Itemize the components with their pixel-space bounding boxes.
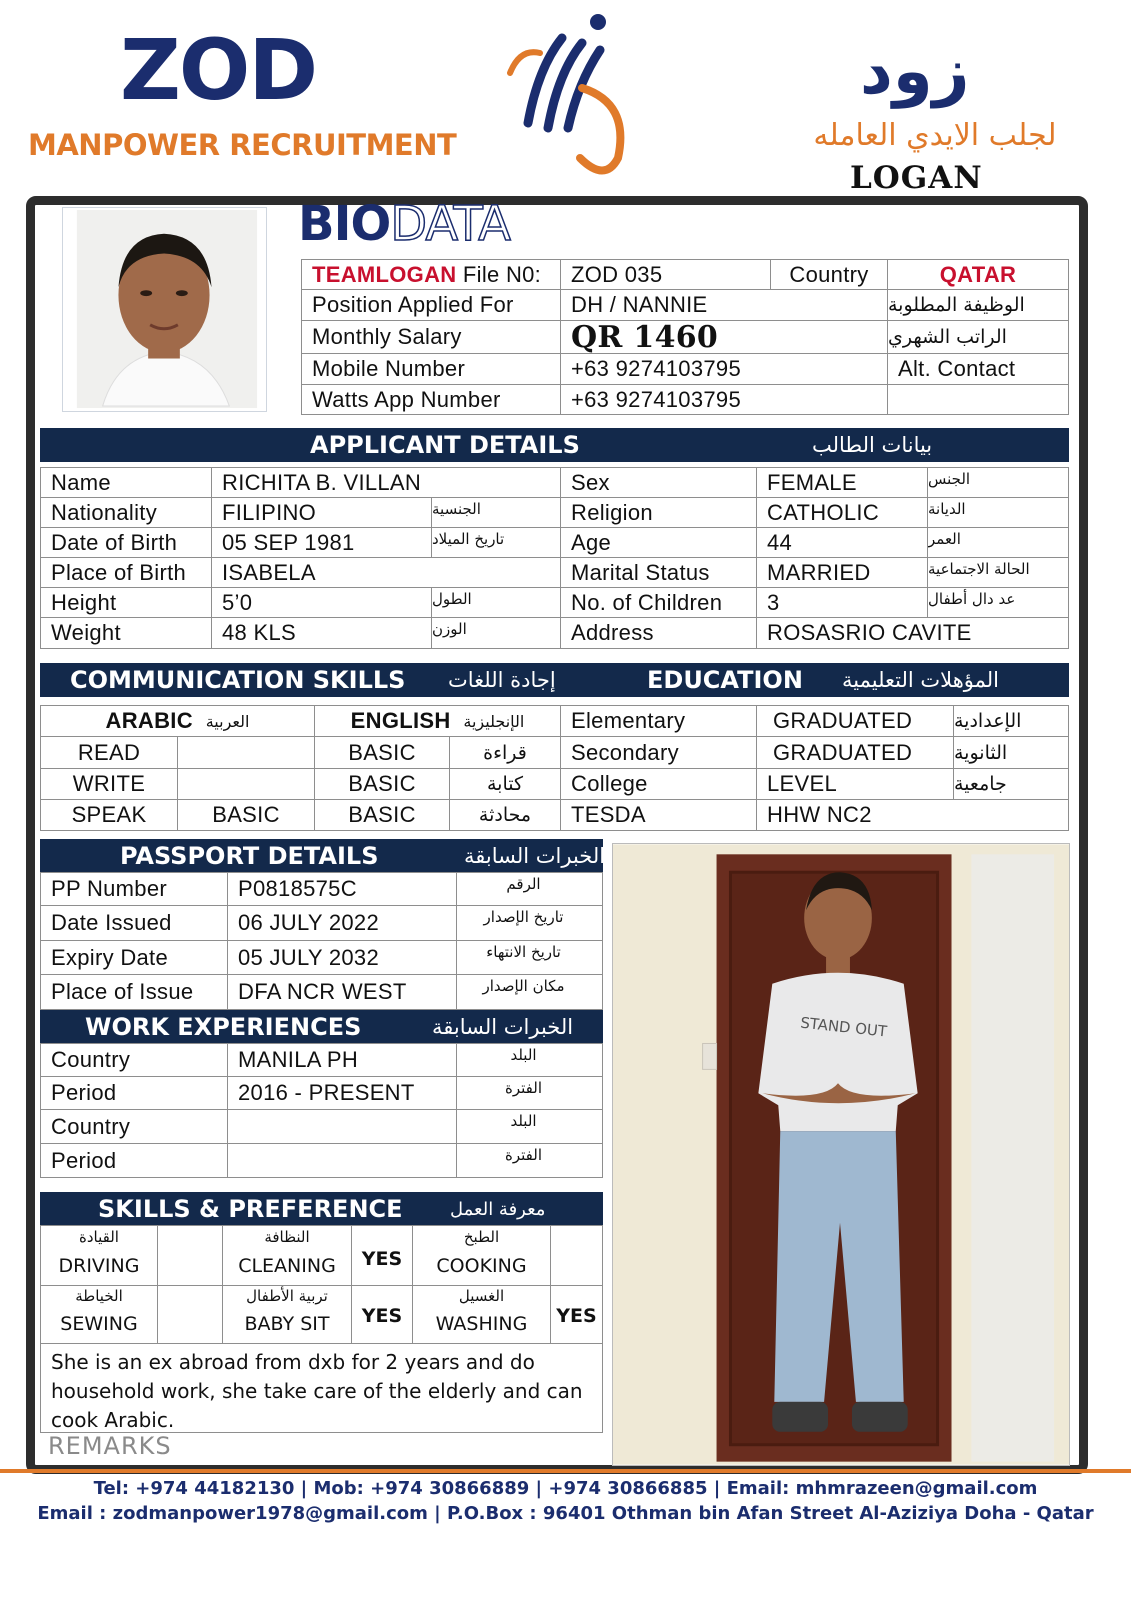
file-number-label xyxy=(301,259,561,290)
english-language-header xyxy=(314,705,561,737)
work-country2-value xyxy=(227,1109,457,1144)
whatsapp-value: +63 9274103795 xyxy=(560,384,888,415)
work-country1-ar-label: البلد xyxy=(456,1043,603,1077)
applicant-details-title: APPLICANT DETAILS xyxy=(310,431,580,459)
arabic-language-ar: العربية xyxy=(205,711,250,731)
zod-logo-icon xyxy=(500,8,640,183)
babysit-value: YES xyxy=(361,1305,403,1327)
nationality-label: Nationality xyxy=(40,497,212,528)
footer-divider xyxy=(0,1469,1131,1473)
children-value: 3 xyxy=(756,587,928,618)
english-language-label: ENGLISH xyxy=(350,708,451,733)
dob-label: Date of Birth xyxy=(40,527,212,558)
elementary-value: GRADUATED xyxy=(756,705,954,737)
pp-number-ar-label: الرقم xyxy=(456,872,603,906)
age-value: 44 xyxy=(756,527,928,558)
salary-ar-label: الراتب الشهري xyxy=(887,320,1069,354)
pp-number-value: P0818575C xyxy=(227,872,457,906)
logan-label: LOGAN xyxy=(850,160,983,196)
arabic-brand-name: زود xyxy=(860,35,970,109)
babysit-ar-label: تربية الأطفال xyxy=(246,1287,328,1305)
name-value: RICHITA B. VILLAN xyxy=(211,467,561,498)
file-label: File N0: xyxy=(462,261,542,287)
sex-label: Sex xyxy=(560,467,757,498)
cleaning-ar-label: النظافة xyxy=(264,1228,310,1246)
skills-title: SKILLS & PREFERENCE xyxy=(98,1195,403,1223)
salary-value: QR 1460 xyxy=(560,320,888,354)
alt-contact-label: Alt. Contact xyxy=(887,353,1069,385)
place-of-issue-label: Place of Issue xyxy=(40,974,228,1010)
age-ar-label: العمر xyxy=(927,527,1069,558)
work-period2-value xyxy=(227,1143,457,1178)
position-ar-label: الوظيفة المطلوبة xyxy=(887,289,1069,321)
weight-value: 48 KLS xyxy=(211,617,432,649)
speak-label: SPEAK xyxy=(40,799,178,831)
biodata-title xyxy=(298,196,510,252)
dob-ar-label: تاريخ الميلاد xyxy=(431,527,561,558)
driving-value-cell xyxy=(157,1225,223,1286)
height-value: 5’0 xyxy=(211,587,432,618)
work-period2-ar-label: الفترة xyxy=(456,1143,603,1178)
place-of-issue-ar-label: مكان الإصدار xyxy=(456,974,603,1010)
expiry-date-label: Expiry Date xyxy=(40,940,228,975)
speak-arabic-value: BASIC xyxy=(177,799,315,831)
alt-contact-value xyxy=(887,384,1069,415)
file-number-value: ZOD 035 xyxy=(560,259,771,290)
date-issued-value: 06 JULY 2022 xyxy=(227,905,457,941)
biodata-title-part2: DATA xyxy=(390,196,510,252)
work-period1-label: Period xyxy=(40,1076,228,1110)
remarks-text: She is an ex abroad from dxb for 2 years and do household work, she take care of the elderly and can cook Arabic. xyxy=(40,1343,603,1433)
date-issued-label: Date Issued xyxy=(40,905,228,941)
religion-ar-label: الديانة xyxy=(927,497,1069,528)
driving-ar-label: القيادة xyxy=(79,1228,119,1246)
children-ar-label: عد دال أطفال xyxy=(927,587,1069,618)
arabic-language-header xyxy=(40,705,315,737)
write-english-value: BASIC xyxy=(314,768,450,800)
babysit-label: BABY SIT xyxy=(244,1313,330,1335)
work-header xyxy=(40,1010,603,1044)
secondary-ar-label: الثانوية xyxy=(953,736,1069,769)
expiry-date-ar-label: تاريخ الانتهاء xyxy=(456,940,603,975)
work-title: WORK EXPERIENCES xyxy=(85,1013,362,1041)
communication-title-ar: إجادة اللغات xyxy=(448,668,556,692)
work-period2-label: Period xyxy=(40,1143,228,1178)
country-label: Country xyxy=(770,259,888,290)
height-ar-label: الطول xyxy=(431,587,561,618)
name-label: Name xyxy=(40,467,212,498)
elementary-label: Elementary xyxy=(560,705,757,737)
tesda-value: HHW NC2 xyxy=(756,799,1069,831)
elementary-ar-label: الإعدادية xyxy=(953,705,1069,737)
dob-value: 05 SEP 1981 xyxy=(211,527,432,558)
nationality-value: FILIPINO xyxy=(211,497,432,528)
salary-label: Monthly Salary xyxy=(301,320,561,354)
whatsapp-label: Watts App Number xyxy=(301,384,561,415)
pp-number-label: PP Number xyxy=(40,872,228,906)
english-language-ar: الإنجليزية xyxy=(463,711,525,731)
position-label: Position Applied For xyxy=(301,289,561,321)
communication-title: COMMUNICATION SKILLS xyxy=(70,666,406,694)
tesda-label: TESDA xyxy=(560,799,757,831)
full-body-image xyxy=(613,844,1069,1465)
marital-label: Marital Status xyxy=(560,557,757,588)
biodata-title-part1: BIO xyxy=(298,196,391,252)
speak-ar-label: محادثة xyxy=(449,799,561,831)
address-value: ROSASRIO CAVITE xyxy=(756,617,1069,649)
shirt-text: STAND OUT xyxy=(799,1013,888,1041)
skills-education-header xyxy=(40,663,1069,697)
read-label: READ xyxy=(40,736,178,769)
college-label: College xyxy=(560,768,757,800)
religion-label: Religion xyxy=(560,497,757,528)
passport-title: PASSPORT DETAILS xyxy=(120,842,379,870)
secondary-label: Secondary xyxy=(560,736,757,769)
cooking-ar-label: الطبخ xyxy=(463,1228,500,1246)
marital-ar-label: الحالة الاجتماعية xyxy=(927,557,1069,588)
portrait-image xyxy=(63,208,266,411)
remarks-label: REMARKS xyxy=(48,1432,172,1460)
height-label: Height xyxy=(40,587,212,618)
read-arabic-value xyxy=(177,736,315,769)
applicant-details-header xyxy=(40,428,1069,462)
children-label: No. of Children xyxy=(560,587,757,618)
cleaning-label: CLEANING xyxy=(238,1255,336,1277)
arabic-language-label: ARABIC xyxy=(105,708,193,733)
work-period1-value: 2016 - PRESENT xyxy=(227,1076,457,1110)
pob-value: ISABELA xyxy=(211,557,561,588)
work-country1-label: Country xyxy=(40,1043,228,1077)
arabic-tagline: لجلب الايدي العامله xyxy=(813,118,1057,153)
work-title-ar: الخبرات السابقة xyxy=(432,1015,574,1039)
applicant-full-body-photo xyxy=(612,843,1070,1466)
education-title-ar: المؤهلات التعليمية xyxy=(842,668,999,692)
cooking-label: COOKING xyxy=(436,1255,527,1277)
cooking-value-cell xyxy=(550,1225,603,1286)
work-country2-ar-label: البلد xyxy=(456,1109,603,1144)
passport-title-ar: الخبرات السابقة xyxy=(464,844,606,868)
college-value: LEVEL xyxy=(756,768,954,800)
marital-value: MARRIED xyxy=(756,557,928,588)
write-label: WRITE xyxy=(40,768,178,800)
date-issued-ar-label: تاريخ الإصدار xyxy=(456,905,603,941)
footer-contact-line1: Tel: +974 44182130 | Mob: +974 30866889 | +974 30866885 | Email: mhmrazeen@gmail.com xyxy=(93,1478,1038,1499)
work-period1-ar-label: الفترة xyxy=(456,1076,603,1110)
country-value: QATAR xyxy=(887,259,1069,290)
sewing-value-cell xyxy=(157,1285,223,1344)
washing-value: YES xyxy=(556,1305,597,1327)
read-english-value: BASIC xyxy=(314,736,450,769)
work-country2-label: Country xyxy=(40,1109,228,1144)
expiry-date-value: 05 JULY 2032 xyxy=(227,940,457,975)
place-of-issue-value: DFA NCR WEST xyxy=(227,974,457,1010)
write-ar-label: كتابة xyxy=(449,768,561,800)
religion-value: CATHOLIC xyxy=(756,497,928,528)
sewing-ar-label: الخياطة xyxy=(75,1287,123,1305)
mobile-label: Mobile Number xyxy=(301,353,561,385)
address-label: Address xyxy=(560,617,757,649)
weight-ar-label: الوزن xyxy=(431,617,561,649)
applicant-details-title-ar: بيانات الطالب xyxy=(812,433,933,457)
work-country1-value: MANILA PH xyxy=(227,1043,457,1077)
write-arabic-value xyxy=(177,768,315,800)
position-value: DH / NANNIE xyxy=(560,289,888,321)
speak-english-value: BASIC xyxy=(314,799,450,831)
pob-label: Place of Birth xyxy=(40,557,212,588)
sex-value: FEMALE xyxy=(756,467,928,498)
nationality-ar-label: الجنسية xyxy=(431,497,561,528)
applicant-portrait xyxy=(62,207,267,412)
sex-ar-label: الجنس xyxy=(927,467,1069,498)
read-ar-label: قراءة xyxy=(449,736,561,769)
passport-header xyxy=(40,839,606,873)
washing-ar-label: الغسيل xyxy=(458,1287,505,1305)
brand-name: ZOD xyxy=(120,21,317,119)
skills-title-ar: معرفة العمل xyxy=(450,1198,546,1220)
file-label-red: TEAMLOGAN xyxy=(312,261,457,287)
age-label: Age xyxy=(560,527,757,558)
cleaning-value: YES xyxy=(361,1248,403,1270)
footer-contact-line2: Email : zodmanpower1978@gmail.com | P.O.Box : 96401 Othman bin Afan Street Al-Aziziya Doha - Qatar xyxy=(37,1503,1094,1524)
mobile-value: +63 9274103795 xyxy=(560,353,888,385)
weight-label: Weight xyxy=(40,617,212,649)
skills-header xyxy=(40,1192,603,1226)
washing-label: WASHING xyxy=(435,1313,528,1335)
sewing-label: SEWING xyxy=(60,1313,138,1335)
brand-subtitle: MANPOWER RECRUITMENT xyxy=(28,128,457,162)
education-title: EDUCATION xyxy=(647,666,803,694)
college-ar-label: جامعية xyxy=(953,768,1069,800)
secondary-value: GRADUATED xyxy=(756,736,954,769)
driving-label: DRIVING xyxy=(58,1255,140,1277)
